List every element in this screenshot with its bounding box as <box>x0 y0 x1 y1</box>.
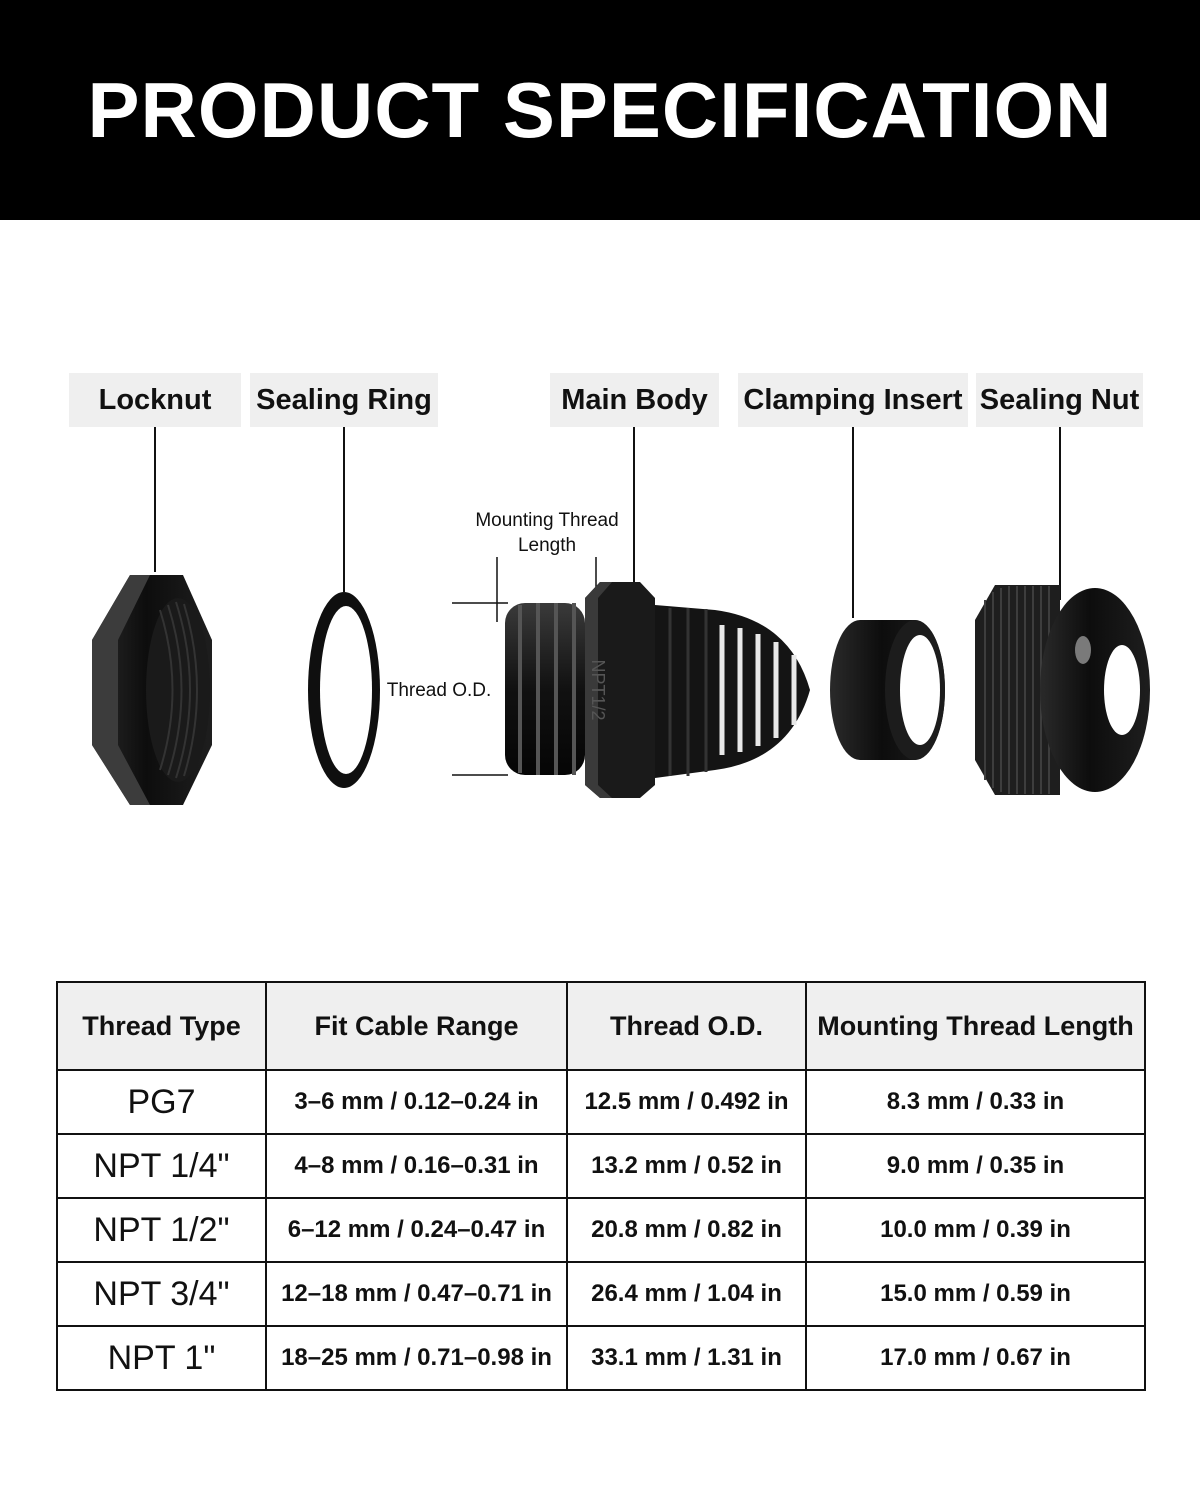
table-row <box>57 1198 1145 1262</box>
label-main-body: Main Body <box>550 373 719 427</box>
cell-mounting-thread-length: 17.0 mm / 0.67 in <box>806 1326 1145 1390</box>
label-clamping-insert: Clamping Insert <box>738 373 968 427</box>
cell-mounting-thread-length: 15.0 mm / 0.59 in <box>806 1262 1145 1326</box>
table-header-row <box>57 982 1145 1070</box>
cell-thread-od: 12.5 mm / 0.492 in <box>567 1070 806 1134</box>
exploded-parts-diagram <box>0 420 1200 840</box>
cell-thread-type: PG7 <box>57 1070 266 1134</box>
cell-fit-cable-range: 18–25 mm / 0.71–0.98 in <box>266 1326 567 1390</box>
thread-od-label: Thread O.D. <box>386 680 492 701</box>
header-fit-cable-range: Fit Cable Range <box>266 982 567 1070</box>
locknut-icon <box>92 575 212 805</box>
cell-mounting-thread-length: 9.0 mm / 0.35 in <box>806 1134 1145 1198</box>
clamping-insert-icon <box>830 620 945 760</box>
page-title: PRODUCT SPECIFICATION <box>87 65 1113 154</box>
body-marking: NPT1/2 <box>588 659 608 721</box>
table-row <box>57 1326 1145 1390</box>
header-banner <box>0 0 1200 220</box>
table-row <box>57 1262 1145 1326</box>
main-body-icon <box>505 582 810 798</box>
cell-thread-type: NPT 1/2" <box>57 1198 266 1262</box>
cell-thread-od: 20.8 mm / 0.82 in <box>567 1198 806 1262</box>
cell-thread-type: NPT 1/4" <box>57 1134 266 1198</box>
table-row <box>57 1134 1145 1198</box>
cell-mounting-thread-length: 10.0 mm / 0.39 in <box>806 1198 1145 1262</box>
cell-fit-cable-range: 3–6 mm / 0.12–0.24 in <box>266 1070 567 1134</box>
label-locknut: Locknut <box>69 373 241 427</box>
sealing-ring-icon <box>308 592 380 788</box>
table-row <box>57 1070 1145 1134</box>
header-mounting-thread-length: Mounting Thread Length <box>806 982 1145 1070</box>
cell-mounting-thread-length: 8.3 mm / 0.33 in <box>806 1070 1145 1134</box>
cell-fit-cable-range: 12–18 mm / 0.47–0.71 in <box>266 1262 567 1326</box>
mounting-thread-length-label <box>452 508 642 558</box>
cell-fit-cable-range: 6–12 mm / 0.24–0.47 in <box>266 1198 567 1262</box>
label-sealing-nut: Sealing Nut <box>976 373 1143 427</box>
spec-table <box>56 981 1146 1391</box>
cell-thread-type: NPT 3/4" <box>57 1262 266 1326</box>
mounting-thread-line1: Mounting Thread <box>475 510 619 531</box>
header-thread-od: Thread O.D. <box>567 982 806 1070</box>
label-sealing-ring: Sealing Ring <box>250 373 438 427</box>
cell-fit-cable-range: 4–8 mm / 0.16–0.31 in <box>266 1134 567 1198</box>
cell-thread-od: 13.2 mm / 0.52 in <box>567 1134 806 1198</box>
cell-thread-od: 33.1 mm / 1.31 in <box>567 1326 806 1390</box>
mounting-thread-line2: Length <box>517 535 577 556</box>
sealing-nut-icon <box>975 585 1150 795</box>
cell-thread-od: 26.4 mm / 1.04 in <box>567 1262 806 1326</box>
cell-thread-type: NPT 1" <box>57 1326 266 1390</box>
header-thread-type: Thread Type <box>57 982 266 1070</box>
